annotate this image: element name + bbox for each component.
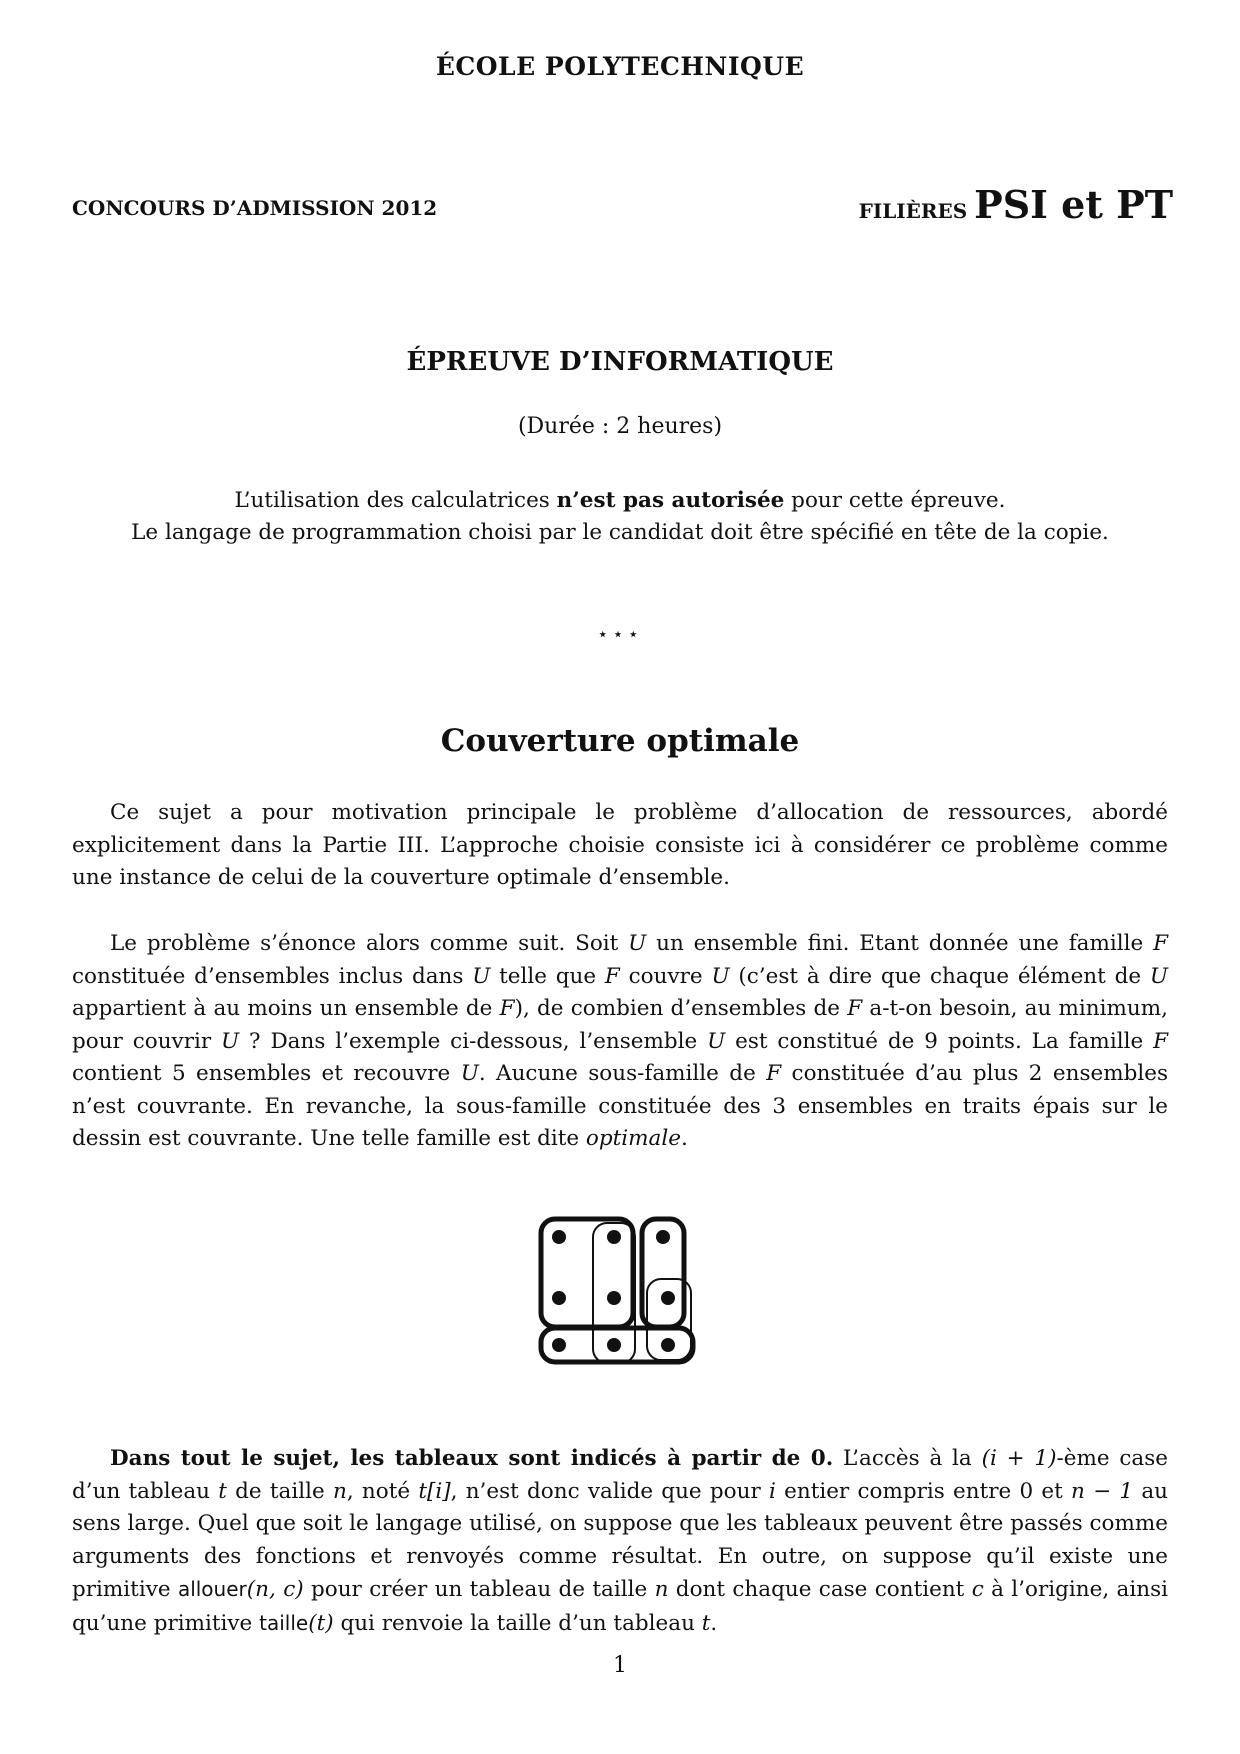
- calculator-note: L’utilisation des calculatrices n’est pas autorisée pour cette épreuve.: [234, 488, 1006, 513]
- paragraph-arrays: Dans tout le sujet, les tableaux sont indicés à partir de 0. L’accès à la (i + 1)-ème case d’un tableau t de taille n, noté t[i], n’est donc valide que pour i entier compris entre 0 et n − 1 au sens large. Quel que soit le langage utilisé, on suppose que les tableaux peuvent être passés comme arguments des fonctions et renvoyés comme résultat. En outre, on suppose qu’il existe une primitive allouer(n, c) pour créer un tableau de taille n dont chaque case contient c à l’origine, ainsi qu’une primitive taille(t) qui renvoie la taille d’un tableau t.: [72, 1446, 1169, 1636]
- exam-instructions: [60, 485, 1180, 549]
- section-title: Couverture optimale: [440, 723, 800, 759]
- arrays-note-bold: Dans tout le sujet, les tableaux sont indicés à partir de 0.: [110, 1446, 834, 1471]
- point: [607, 1291, 621, 1305]
- point: [661, 1338, 675, 1352]
- point: [607, 1338, 621, 1352]
- filieres-header: [859, 182, 1173, 227]
- filieres-label: FILIÈRES: [858, 199, 968, 223]
- point: [661, 1291, 675, 1305]
- point: [552, 1338, 566, 1352]
- point: [656, 1230, 670, 1244]
- filieres-value: PSI et PT: [974, 182, 1173, 227]
- exam-title: ÉPREUVE D’INFORMATIQUE: [406, 347, 834, 377]
- language-note: Le langage de programmation choisi par le candidat doit être spécifié en tête de la copie.: [131, 520, 1109, 545]
- point: [607, 1230, 621, 1244]
- calculator-note-bold: n’est pas autorisée: [556, 488, 785, 513]
- paragraph-problem: Le problème s’énonce alors comme suit. Soit U un ensemble fini. Etant donnée une famille F constituée d’ensembles inclus dans U telle que F couvre U (c’est à dire que chaque élément de U appartient à au moins un ensemble de F), de combien d’ensembles de F a-t-on besoin, au minimum, pour couvrir U ? Dans l’exemple ci-dessous, l’ensemble U est constitué de 9 points. La famille F contient 5 ensembles et recouvre U. Aucune sous-famille de F constituée d’au plus 2 ensembles n’est couvrante. En revanche, la sous-famille constituée des 3 ensembles en traits épais sur le dessin est couvrante. Une telle famille est dite optimale.: [72, 931, 1168, 1151]
- concours-label: CONCOURS D’ADMISSION 2012: [72, 196, 438, 220]
- term-optimale: optimale: [585, 1126, 681, 1151]
- point: [552, 1291, 566, 1305]
- set-cover-figure: [535, 1213, 705, 1365]
- school-name: ÉCOLE POLYTECHNIQUE: [435, 52, 805, 81]
- primitive-allouer: allouer: [177, 1577, 247, 1601]
- primitive-taille: taille: [259, 1610, 309, 1635]
- point: [552, 1230, 566, 1244]
- exam-duration: (Durée : 2 heures): [517, 414, 723, 439]
- paragraph-motivation: Ce sujet a pour motivation principale le problème d’allocation de ressources, abordé explicitement dans la Partie III. L’approche choisie consiste ici à considérer ce problème comme une instance de celui de la couverture optimale d’ensemble.: [72, 800, 1168, 890]
- page-number: 1: [613, 1653, 627, 1678]
- separator-stars: ⋆⋆⋆: [597, 624, 643, 645]
